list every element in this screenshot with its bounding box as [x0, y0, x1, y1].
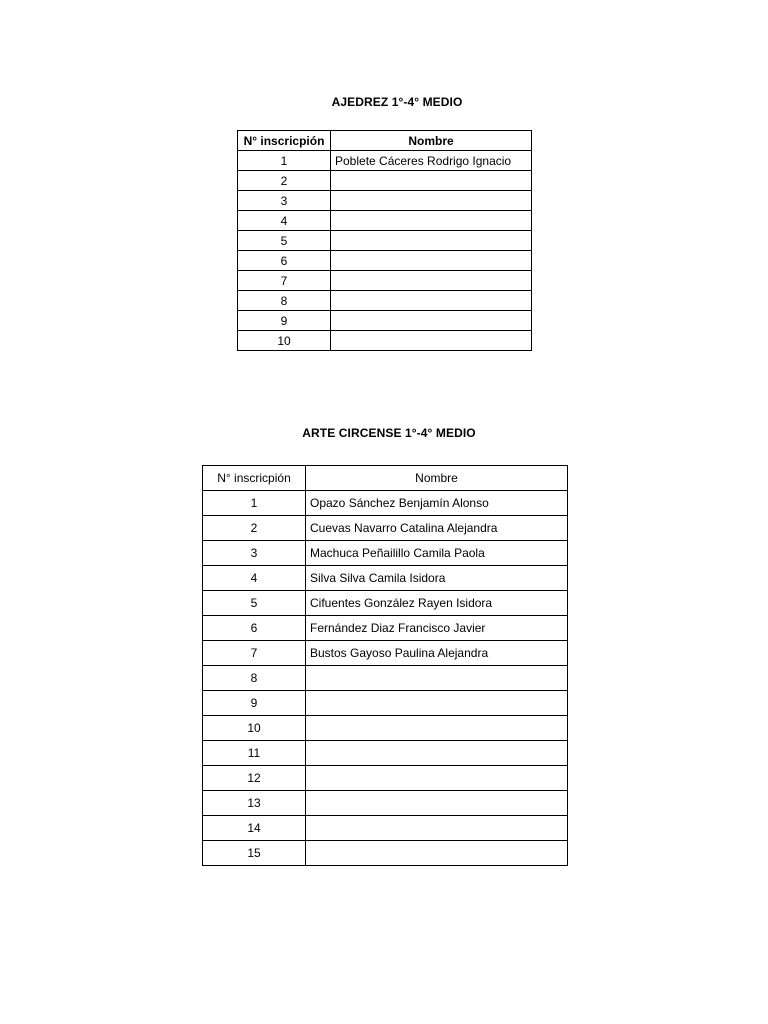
- row-number-cell: 6: [203, 616, 306, 641]
- row-name-cell: Silva Silva Camila Isidora: [306, 566, 568, 591]
- row-name-cell: [306, 841, 568, 866]
- table-row: [238, 271, 532, 291]
- table-row: [203, 516, 568, 541]
- row-name-cell: [331, 271, 532, 291]
- row-name-cell: [331, 291, 532, 311]
- row-name-cell: [331, 251, 532, 271]
- row-number-cell: 10: [238, 331, 331, 351]
- row-name-cell: [306, 691, 568, 716]
- row-number-cell: 8: [238, 291, 331, 311]
- row-number-cell: 9: [203, 691, 306, 716]
- table-row: [203, 691, 568, 716]
- row-number-cell: 10: [203, 716, 306, 741]
- table-row: [203, 541, 568, 566]
- row-number-cell: 12: [203, 766, 306, 791]
- row-number-cell: 1: [238, 151, 331, 171]
- row-name-cell: [331, 231, 532, 251]
- row-name-cell: [306, 791, 568, 816]
- row-name-cell: Cifuentes González Rayen Isidora: [306, 591, 568, 616]
- ajedrez-rows: [238, 151, 532, 351]
- row-number-cell: 2: [203, 516, 306, 541]
- table-row: [238, 291, 532, 311]
- row-name-cell: Opazo Sánchez Benjamín Alonso: [306, 491, 568, 516]
- column-header-name: Nombre: [331, 131, 532, 151]
- row-number-cell: 3: [238, 191, 331, 211]
- row-number-cell: 8: [203, 666, 306, 691]
- table-row: [203, 766, 568, 791]
- circense-rows: [203, 491, 568, 866]
- circense-table: [202, 465, 568, 866]
- table-row: [203, 816, 568, 841]
- row-number-cell: 13: [203, 791, 306, 816]
- row-number-cell: 1: [203, 491, 306, 516]
- row-number-cell: 9: [238, 311, 331, 331]
- table-row: [203, 616, 568, 641]
- table-row: [238, 251, 532, 271]
- row-name-cell: [331, 311, 532, 331]
- table-row: [238, 331, 532, 351]
- table-row: [203, 641, 568, 666]
- row-name-cell: [306, 666, 568, 691]
- row-number-cell: 5: [203, 591, 306, 616]
- row-name-cell: Machuca Peñailillo Camila Paola: [306, 541, 568, 566]
- row-name-cell: [306, 816, 568, 841]
- table-row: [203, 791, 568, 816]
- row-name-cell: [331, 191, 532, 211]
- row-number-cell: 5: [238, 231, 331, 251]
- row-number-cell: 14: [203, 816, 306, 841]
- column-header-num: N° inscricpión: [203, 466, 306, 491]
- table-row: [203, 491, 568, 516]
- table-header-row: [203, 466, 568, 491]
- table-row: [238, 311, 532, 331]
- row-number-cell: 7: [238, 271, 331, 291]
- row-name-cell: Bustos Gayoso Paulina Alejandra: [306, 641, 568, 666]
- row-number-cell: 3: [203, 541, 306, 566]
- row-name-cell: [306, 766, 568, 791]
- row-name-cell: [331, 211, 532, 231]
- table-row: [238, 171, 532, 191]
- ajedrez-title: AJEDREZ 1°-4° MEDIO: [331, 95, 463, 109]
- row-name-cell: [331, 171, 532, 191]
- column-header-name: Nombre: [306, 466, 568, 491]
- table-row: [203, 591, 568, 616]
- row-number-cell: 11: [203, 741, 306, 766]
- row-name-cell: Poblete Cáceres Rodrigo Ignacio: [331, 151, 532, 171]
- row-number-cell: 4: [203, 566, 306, 591]
- row-name-cell: [306, 741, 568, 766]
- table-row: [203, 666, 568, 691]
- row-name-cell: [331, 331, 532, 351]
- table-header-row: [238, 131, 532, 151]
- column-header-num: N° inscricpión: [238, 131, 331, 151]
- table-row: [203, 716, 568, 741]
- row-number-cell: 15: [203, 841, 306, 866]
- table-row: [238, 231, 532, 251]
- table-row: [203, 566, 568, 591]
- row-name-cell: Cuevas Navarro Catalina Alejandra: [306, 516, 568, 541]
- circense-title: ARTE CIRCENSE 1°-4° MEDIO: [302, 426, 476, 440]
- row-name-cell: Fernández Diaz Francisco Javier: [306, 616, 568, 641]
- table-row: [238, 211, 532, 231]
- ajedrez-table: [237, 130, 532, 351]
- row-name-cell: [306, 716, 568, 741]
- table-row: [238, 151, 532, 171]
- row-number-cell: 7: [203, 641, 306, 666]
- table-row: [203, 741, 568, 766]
- row-number-cell: 2: [238, 171, 331, 191]
- table-row: [203, 841, 568, 866]
- row-number-cell: 4: [238, 211, 331, 231]
- table-row: [238, 191, 532, 211]
- row-number-cell: 6: [238, 251, 331, 271]
